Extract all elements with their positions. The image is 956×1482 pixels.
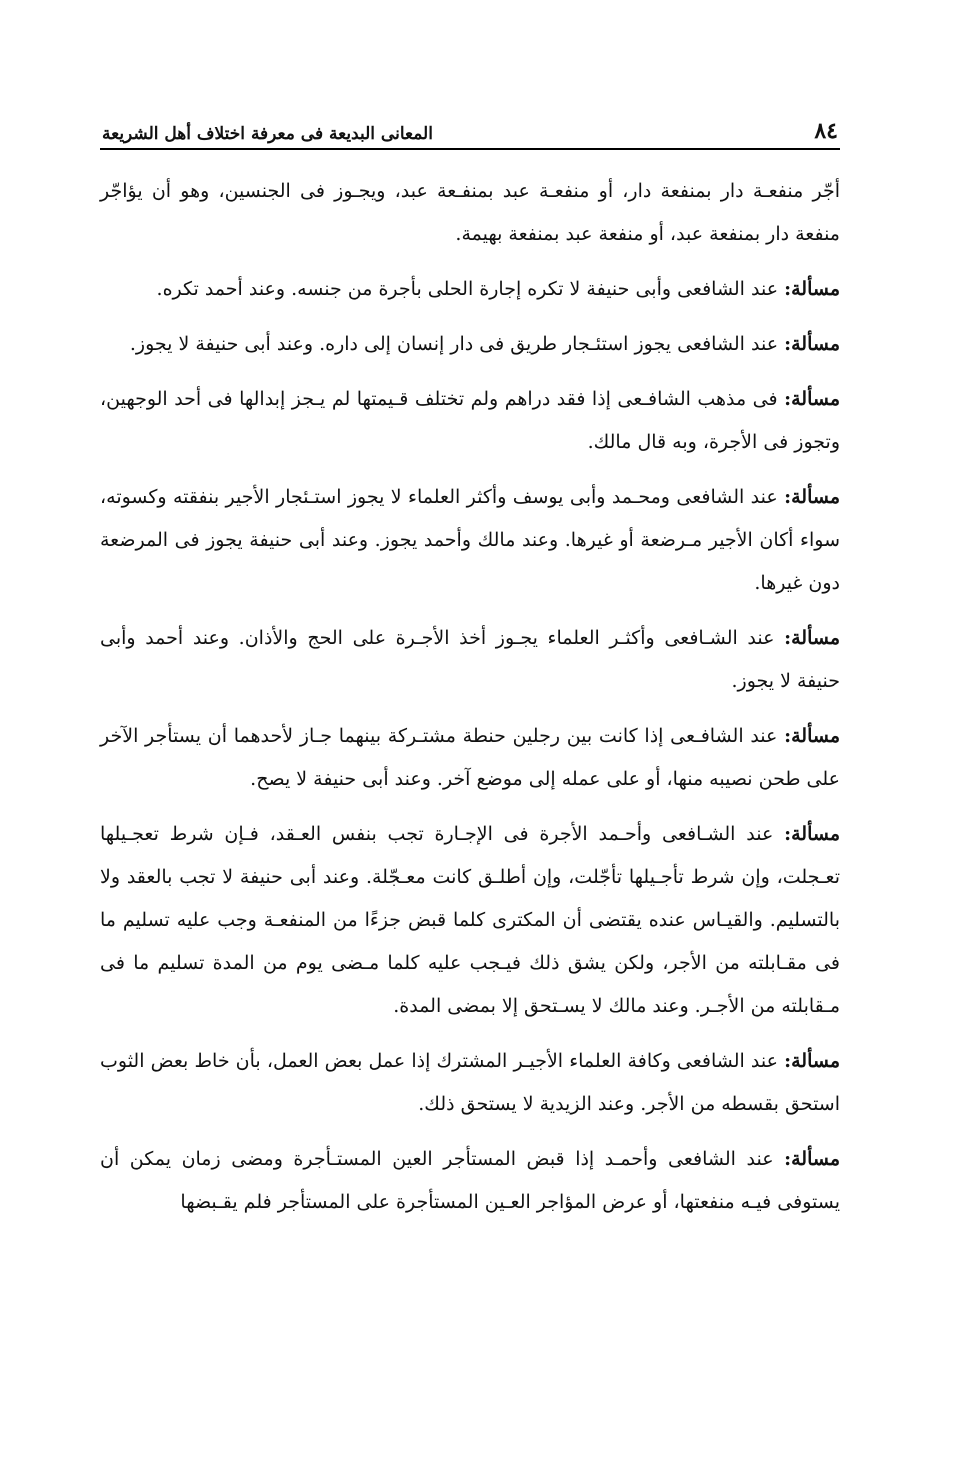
issue-label: مسألة: bbox=[784, 1050, 840, 1072]
paragraph bbox=[100, 476, 840, 605]
paragraph bbox=[100, 1138, 840, 1224]
paragraph-text: عند الشافعى وكافة العلماء الأجيـر المشترك إذا عمل بعض العمل، بأن خاط بعض الثوب استحق بقسطه من الأجر. وعند الزيدية لا يستحق ذلك. bbox=[100, 1050, 840, 1115]
issue-label: مسألة: bbox=[784, 388, 840, 410]
paragraph bbox=[100, 378, 840, 464]
issue-label: مسألة: bbox=[784, 486, 840, 508]
paragraph bbox=[100, 1040, 840, 1126]
paragraph bbox=[100, 323, 840, 366]
paragraph-text: عند الشـافعى وأحـمد الأجرة فى الإجـارة تجب بنفس العـقد، فـإن شرط تعجـيلها تعـجلت، وإن شرط تأجـيلها تأجّلت، وإن أطلـق كانت معـجّلة. وعند أبى حنيفة لا تجب بالعقد ولا بالتسليم. والقيـاس عنده يقتضى أن المكترى كلما قبض جزءًا من المنفعـة وجب عليه تسليم ما فى مقـابلته من الأجر، ولكن يشق ذلك فيـجب عليه كلما مـضى يوم من المدة تسليم ما فى مـقابلته من الأجـر. وعند مالك لا يسـتحق إلا بمضى المدة. bbox=[100, 823, 840, 1017]
book-page bbox=[100, 100, 840, 1236]
running-title: المعانى البديعة فى معرفة اختلاف أهل الشريعة bbox=[102, 124, 433, 144]
issue-label: مسألة: bbox=[784, 1148, 840, 1170]
issue-label: مسألة: bbox=[784, 333, 840, 355]
page-header bbox=[100, 100, 840, 150]
paragraph bbox=[100, 617, 840, 703]
paragraph-text: عند الشـافعى وأكثـر العلماء يجـوز أخذ الأجـرة على الحج والأذان. وعند أحمد وأبى حنيفة لا يجوز. bbox=[100, 627, 840, 692]
page-body bbox=[100, 170, 840, 1224]
paragraph-text: عند الشافـعى إذا كانت بين رجلين حنطة مشتـركة بينهما جـاز لأحدهما أن يستأجر الآخر على طحن نصيبه منها، أو على عمله إلى موضع آخر. وعند أبى حنيفة لا يصح. bbox=[100, 725, 840, 790]
paragraph-text: عند الشافعى يجوز استئـجار طريق فى دار إنسان إلى داره. وعند أبى حنيفة لا يجوز. bbox=[129, 333, 785, 355]
paragraph-text: فى مذهب الشافـعى إذا فقد دراهم ولم تختلف قـيمتها لم يـجز إبدالها فى أحد الوجهين، وتجوز فى الأجرة، وبه قال مالك. bbox=[100, 388, 840, 453]
paragraph bbox=[100, 813, 840, 1028]
issue-label: مسألة: bbox=[784, 823, 840, 845]
paragraph-text: عند الشافعى وأحمـد إذا قبض المستأجر العين المستـأجرة ومضى زمان يمكن أن يستوفى فيـه منفعتها، أو عرض المؤاجر العـين المستأجرة على المستأجر فلم يقـبضها bbox=[100, 1148, 840, 1213]
issue-label: مسألة: bbox=[784, 278, 840, 300]
paragraph bbox=[100, 715, 840, 801]
paragraph-text: أجّر منفعـة دار بمنفعة دار، أو منفعـة عبد بمنفـعة عبد، ويجـوز فى الجنسين، وهو أن يؤاجّر منفعة دار بمنفعة عبد، أو منفعة عبد بمنفعة بهيمة. bbox=[100, 180, 840, 245]
paragraph-text: عند الشافعى ومحـمد وأبى يوسف وأكثر العلماء لا يجوز استـئجار الأجير بنفقته وكسوته، سواء أكان الأجير مـرضعة أو غيرها. وعند مالك وأحمد يجوز. وعند أبى حنيفة يجوز فى المرضعة دون غيرها. bbox=[100, 486, 840, 594]
issue-label: مسألة: bbox=[784, 725, 840, 747]
page-number: ٨٤ bbox=[814, 118, 838, 144]
paragraph-text: عند الشافعى وأبى حنيفة لا تكره إجارة الحلى بأجرة من جنسه. وعند أحمد تكره. bbox=[156, 278, 785, 300]
paragraph bbox=[100, 170, 840, 256]
issue-label: مسألة: bbox=[784, 627, 840, 649]
paragraph bbox=[100, 268, 840, 311]
